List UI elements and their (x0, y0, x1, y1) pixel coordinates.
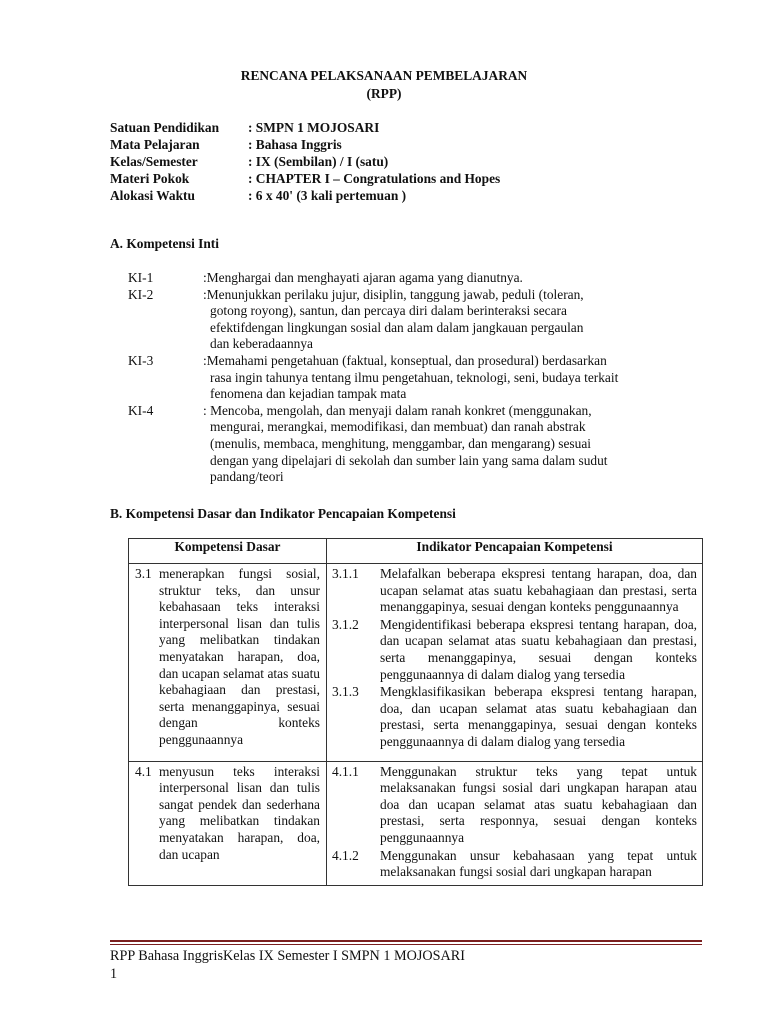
identity-label: Alokasi Waktu (110, 188, 195, 203)
kd-cell (129, 564, 327, 762)
identity-label: Materi Pokok (110, 171, 190, 186)
indicator-item (332, 848, 697, 881)
identity-label: Satuan Pendidikan (110, 120, 220, 135)
ki-code: KI-1 (128, 270, 154, 285)
identity-block (110, 120, 500, 205)
ki-text: :Menunjukkan perilaku jujur, disiplin, tanggung jawab, peduli (toleran, (203, 286, 584, 302)
ki-code: KI-4 (128, 402, 154, 418)
identity-row (110, 188, 500, 205)
title-line-1: RENCANA PELAKSANAAN PEMBELAJARAN (240, 68, 528, 83)
footer-divider (110, 940, 702, 942)
ki-text-continued: rasa ingin tahunya tentang ilmu pengetahuan, teknologi, seni, budaya terkait (210, 369, 619, 385)
indicator-item (332, 764, 697, 847)
kd-cell (129, 761, 327, 885)
table-header-row (129, 539, 703, 564)
identity-value: : SMPN 1 MOJOSARI (248, 120, 380, 135)
ki-text-continued: dengan yang dipelajari di sekolah dan sumber lain yang sama dalam sudut (210, 452, 608, 468)
title-line-2: (RPP) (366, 86, 402, 101)
ki-text: :Memahami pengetahuan (faktual, konseptual, dan prosedural) berdasarkan (203, 352, 607, 368)
identity-value: : Bahasa Inggris (248, 137, 342, 152)
indicator-text: Menggunakan struktur teks yang tepat untuk melaksanakan fungsi sosial dari ungkapan harapan atau doa dan ucapan selamat atas suatu kebahagiaan dan prestasi, serta responnya, sesuai dengan konteks penggunaannya (380, 763, 697, 845)
ki-text-continued: efektifdengan lingkungan sosial dan alam dalam jangkauan pergaulan (210, 319, 584, 335)
indicator-cell (327, 761, 703, 885)
ki-text: : Mencoba, mengolah, dan menyaji dalam ranah konkret (menggunakan, (203, 402, 592, 418)
indicator-number: 4.1.1 (332, 763, 359, 779)
indicator-number: 3.1.3 (332, 684, 359, 700)
identity-row (110, 137, 500, 154)
indicator-number: 3.1.2 (332, 616, 359, 632)
indicator-item (332, 566, 697, 616)
indicator-item (332, 617, 697, 683)
page-footer (110, 948, 465, 983)
ki-text-continued: mengurai, merangkai, memodifikasi, dan membuat) dan ranah abstrak (210, 419, 586, 435)
identity-row (110, 154, 500, 171)
page-number: 1 (110, 965, 118, 982)
ki-item (128, 353, 697, 403)
identity-label: Kelas/Semester (110, 154, 198, 169)
identity-value: : 6 x 40' (3 kali pertemuan ) (248, 188, 407, 203)
ki-code: KI-2 (128, 286, 154, 302)
table-row (129, 564, 703, 762)
kd-text: menerapkan fungsi sosial, struktur teks, dan unsur kebahasaan teks interaksi interpersonal lisan dan tulis yang melibatkan tindakan menyatakan harapan, doa, dan ucapan selamat atas suatu kebahagiaan dan prestasi, serta menanggapinya, sesuai dengan konteks penggunaannya (159, 566, 320, 747)
ki-item (128, 270, 697, 287)
document-title (0, 68, 768, 104)
indicator-text: Mengklasifikasikan beberapa ekspresi tentang harapan, doa, dan ucapan selamat atas suatu kebahagiaan dan prestasi, serta menanggapinya, sesuai dengan konteks penggunaannya di dalam dialog yang tersedia (380, 684, 697, 749)
identity-row (110, 120, 500, 137)
indicator-cell (327, 564, 703, 762)
indicator-number: 3.1.1 (332, 566, 359, 581)
footer-divider-thin (110, 944, 702, 945)
column-header-indikator: Indikator Pencapaian Kompetensi (327, 539, 703, 564)
kd-text: menyusun teks interaksi interpersonal lisan dan tulis sangat pendek dan sederhana yang melibatkan tindakan menyatakan harapan, doa, dan ucapan (159, 763, 320, 862)
ki-text-continued: dan keberadaannya (210, 336, 313, 352)
kompetensi-inti-list (128, 270, 697, 486)
ki-item (128, 403, 697, 486)
ki-text-continued: gotong royong), santun, dan percaya diri dalam berinteraksi secara (210, 303, 567, 319)
ki-text: :Menghargai dan menghayati ajaran agama yang dianutnya. (203, 270, 523, 285)
ki-text-continued: fenomena dan kejadian tampak mata (210, 386, 407, 402)
section-b-heading: B. Kompetensi Dasar dan Indikator Pencapaian Kompetensi (110, 506, 456, 521)
section-a-heading: A. Kompetensi Inti (110, 236, 219, 251)
kd-number: 3.1 (135, 566, 152, 581)
table-row (129, 761, 703, 885)
ki-text-continued: pandang/teori (210, 469, 284, 485)
column-header-kd: Kompetensi Dasar (129, 539, 327, 564)
footer-text: RPP Bahasa InggrisKelas IX Semester I SMPN 1 MOJOSARI (110, 948, 465, 964)
indicator-text: Menggunakan unsur kebahasaan yang tepat untuk melaksanakan fungsi sosial dari ungkapan harapan (380, 847, 697, 880)
indicator-text: Mengidentifikasi beberapa ekspresi tentang harapan, doa, dan ucapan selamat atas suatu kebahagiaan dan prestasi, serta menanggapinya, sesuai dengan konteks penggunaannya di dalam dialog yang tersedia (380, 616, 697, 682)
ki-code: KI-3 (128, 352, 154, 368)
indicator-text: Melafalkan beberapa ekspresi tentang harapan, doa, dan ucapan selamat atas suatu kebahagiaan dan prestasi, serta menanggapinya, sesuai dengan konteks penggunaannya (380, 566, 697, 615)
identity-row (110, 171, 500, 188)
kd-number: 4.1 (135, 763, 152, 779)
identity-value: : IX (Sembilan) / I (satu) (248, 154, 389, 169)
kompetensi-table (128, 538, 703, 886)
ki-text-continued: (menulis, membaca, menghitung, menggambar, dan mengarang) sesuai (210, 435, 591, 451)
indicator-number: 4.1.2 (332, 847, 359, 863)
identity-value: : CHAPTER I – Congratulations and Hopes (248, 171, 501, 186)
ki-item (128, 287, 697, 353)
indicator-item (332, 684, 697, 750)
identity-label: Mata Pelajaran (110, 137, 200, 152)
